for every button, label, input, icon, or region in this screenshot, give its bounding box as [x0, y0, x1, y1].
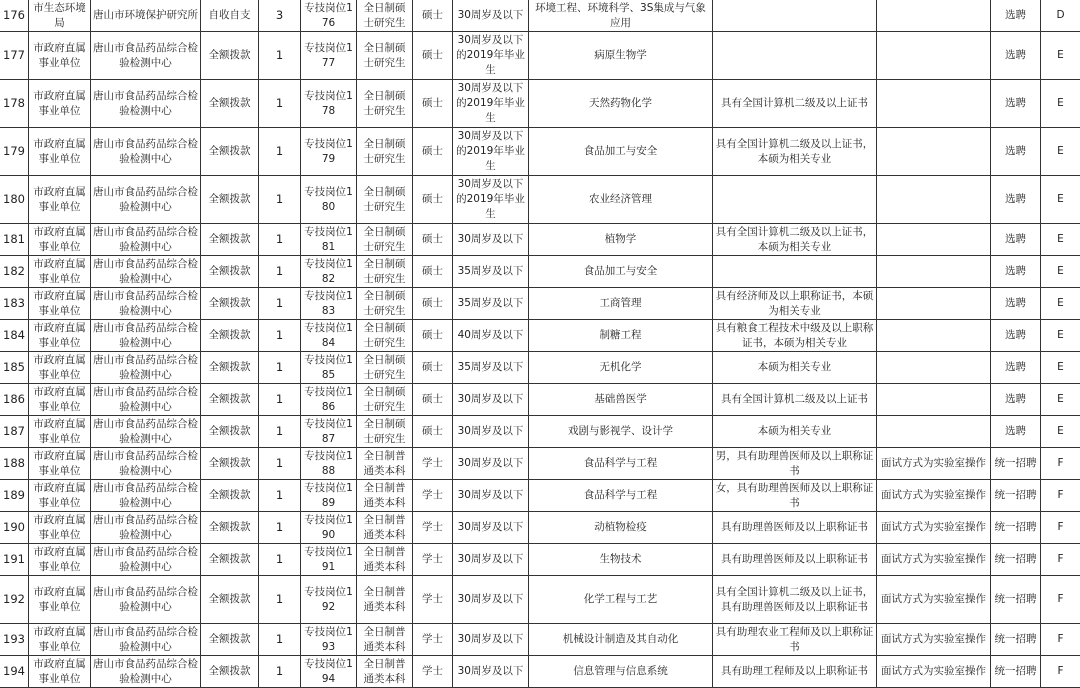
- headcount-cell: 1: [259, 512, 301, 544]
- headcount-cell: 1: [259, 352, 301, 384]
- education-cell: 全日制普通类本科: [357, 576, 413, 624]
- other-requirements-cell: 本硕为相关专业: [713, 416, 877, 448]
- department-cell: 市政府直属事业单位: [29, 480, 91, 512]
- education-cell: 全日制硕士研究生: [357, 320, 413, 352]
- position-name-cell: 专技岗位187: [301, 416, 357, 448]
- department-cell: 市政府直属事业单位: [29, 512, 91, 544]
- position-number-cell: 178: [0, 80, 29, 128]
- unit-name-cell: 唐山市食品药品综合检验检测中心: [91, 656, 201, 688]
- degree-cell: 硕士: [413, 384, 453, 416]
- unit-name-cell: 唐山市食品药品综合检验检测中心: [91, 224, 201, 256]
- age-requirement-cell: 30周岁及以下: [453, 512, 529, 544]
- other-requirements-cell: 具有助理工程师及以上职称证书: [713, 656, 877, 688]
- major-cell: 农业经济管理: [529, 176, 713, 224]
- education-cell: 全日制普通类本科: [357, 448, 413, 480]
- funding-type-cell: 全额拨款: [201, 656, 259, 688]
- unit-name-cell: 唐山市食品药品综合检验检测中心: [91, 128, 201, 176]
- funding-type-cell: 自收自支: [201, 0, 259, 32]
- table-row: [0, 624, 1080, 656]
- notes-cell: 面试方式为实验室操作: [877, 480, 991, 512]
- department-cell: 市政府直属事业单位: [29, 576, 91, 624]
- other-requirements-cell: 男，具有助理兽医师及以上职称证书: [713, 448, 877, 480]
- degree-cell: 学士: [413, 624, 453, 656]
- position-name-cell: 专技岗位192: [301, 576, 357, 624]
- position-number-cell: 189: [0, 480, 29, 512]
- recruitment-method-cell: 选聘: [991, 416, 1041, 448]
- category-cell: E: [1041, 256, 1080, 288]
- education-cell: 全日制硕士研究生: [357, 32, 413, 80]
- major-cell: 植物学: [529, 224, 713, 256]
- headcount-cell: 3: [259, 0, 301, 32]
- education-cell: 全日制普通类本科: [357, 480, 413, 512]
- education-cell: 全日制硕士研究生: [357, 0, 413, 32]
- major-cell: 信息管理与信息系统: [529, 656, 713, 688]
- other-requirements-cell: [713, 0, 877, 32]
- position-name-cell: 专技岗位193: [301, 624, 357, 656]
- headcount-cell: 1: [259, 416, 301, 448]
- category-cell: F: [1041, 448, 1080, 480]
- category-cell: E: [1041, 288, 1080, 320]
- recruitment-method-cell: 选聘: [991, 384, 1041, 416]
- position-number-cell: 182: [0, 256, 29, 288]
- headcount-cell: 1: [259, 256, 301, 288]
- position-number-cell: 194: [0, 656, 29, 688]
- major-cell: 食品科学与工程: [529, 448, 713, 480]
- education-cell: 全日制硕士研究生: [357, 416, 413, 448]
- age-requirement-cell: 30周岁及以下: [453, 416, 529, 448]
- department-cell: 市生态环境局: [29, 0, 91, 32]
- position-name-cell: 专技岗位194: [301, 656, 357, 688]
- other-requirements-cell: 具有助理农业工程师及以上职称证书: [713, 624, 877, 656]
- headcount-cell: 1: [259, 80, 301, 128]
- table-row: [0, 80, 1080, 128]
- unit-name-cell: 唐山市食品药品综合检验检测中心: [91, 512, 201, 544]
- recruitment-method-cell: 统一招聘: [991, 624, 1041, 656]
- headcount-cell: 1: [259, 480, 301, 512]
- other-requirements-cell: 具有全国计算机二级及以上证书，具有助理兽医师及以上职称证书: [713, 576, 877, 624]
- unit-name-cell: 唐山市食品药品综合检验检测中心: [91, 80, 201, 128]
- headcount-cell: 1: [259, 32, 301, 80]
- education-cell: 全日制普通类本科: [357, 512, 413, 544]
- position-number-cell: 181: [0, 224, 29, 256]
- other-requirements-cell: [713, 256, 877, 288]
- notes-cell: [877, 0, 991, 32]
- department-cell: 市政府直属事业单位: [29, 448, 91, 480]
- funding-type-cell: 全额拨款: [201, 512, 259, 544]
- notes-cell: 面试方式为实验室操作: [877, 624, 991, 656]
- category-cell: E: [1041, 176, 1080, 224]
- table-row: [0, 0, 1080, 32]
- category-cell: F: [1041, 480, 1080, 512]
- recruitment-method-cell: 选聘: [991, 128, 1041, 176]
- degree-cell: 硕士: [413, 352, 453, 384]
- age-requirement-cell: 30周岁及以下: [453, 624, 529, 656]
- unit-name-cell: 唐山市食品药品综合检验检测中心: [91, 448, 201, 480]
- other-requirements-cell: 具有全国计算机二级及以上证书，本硕为相关专业: [713, 128, 877, 176]
- category-cell: F: [1041, 512, 1080, 544]
- table-row: [0, 288, 1080, 320]
- degree-cell: 学士: [413, 480, 453, 512]
- major-cell: 食品加工与安全: [529, 128, 713, 176]
- recruitment-method-cell: 选聘: [991, 32, 1041, 80]
- recruitment-method-cell: 选聘: [991, 352, 1041, 384]
- department-cell: 市政府直属事业单位: [29, 416, 91, 448]
- funding-type-cell: 全额拨款: [201, 480, 259, 512]
- age-requirement-cell: 30周岁及以下的2019年毕业生: [453, 128, 529, 176]
- table-row: [0, 448, 1080, 480]
- other-requirements-cell: 本硕为相关专业: [713, 352, 877, 384]
- recruitment-method-cell: 统一招聘: [991, 448, 1041, 480]
- headcount-cell: 1: [259, 288, 301, 320]
- funding-type-cell: 全额拨款: [201, 384, 259, 416]
- notes-cell: [877, 416, 991, 448]
- position-name-cell: 专技岗位184: [301, 320, 357, 352]
- other-requirements-cell: 具有粮食工程技术中级及以上职称证书，本硕为相关专业: [713, 320, 877, 352]
- position-name-cell: 专技岗位186: [301, 384, 357, 416]
- position-name-cell: 专技岗位178: [301, 80, 357, 128]
- major-cell: 食品科学与工程: [529, 480, 713, 512]
- table-row: [0, 384, 1080, 416]
- headcount-cell: 1: [259, 128, 301, 176]
- unit-name-cell: 唐山市食品药品综合检验检测中心: [91, 624, 201, 656]
- funding-type-cell: 全额拨款: [201, 320, 259, 352]
- funding-type-cell: 全额拨款: [201, 624, 259, 656]
- degree-cell: 硕士: [413, 320, 453, 352]
- position-number-cell: 193: [0, 624, 29, 656]
- other-requirements-cell: 具有全国计算机二级及以上证书: [713, 384, 877, 416]
- position-name-cell: 专技岗位182: [301, 256, 357, 288]
- category-cell: F: [1041, 624, 1080, 656]
- recruitment-method-cell: 选聘: [991, 256, 1041, 288]
- recruitment-method-cell: 选聘: [991, 80, 1041, 128]
- department-cell: 市政府直属事业单位: [29, 80, 91, 128]
- table-row: [0, 176, 1080, 224]
- other-requirements-cell: 具有助理兽医师及以上职称证书: [713, 512, 877, 544]
- funding-type-cell: 全额拨款: [201, 80, 259, 128]
- notes-cell: [877, 288, 991, 320]
- category-cell: E: [1041, 128, 1080, 176]
- notes-cell: [877, 352, 991, 384]
- position-name-cell: 专技岗位177: [301, 32, 357, 80]
- degree-cell: 硕士: [413, 256, 453, 288]
- position-number-cell: 191: [0, 544, 29, 576]
- education-cell: 全日制硕士研究生: [357, 256, 413, 288]
- degree-cell: 硕士: [413, 80, 453, 128]
- position-number-cell: 177: [0, 32, 29, 80]
- notes-cell: [877, 224, 991, 256]
- position-name-cell: 专技岗位176: [301, 0, 357, 32]
- notes-cell: [877, 128, 991, 176]
- unit-name-cell: 唐山市食品药品综合检验检测中心: [91, 352, 201, 384]
- position-name-cell: 专技岗位189: [301, 480, 357, 512]
- category-cell: F: [1041, 576, 1080, 624]
- recruitment-method-cell: 统一招聘: [991, 512, 1041, 544]
- recruitment-method-cell: 统一招聘: [991, 480, 1041, 512]
- other-requirements-cell: 具有经济师及以上职称证书，本硕为相关专业: [713, 288, 877, 320]
- recruitment-method-cell: 统一招聘: [991, 576, 1041, 624]
- recruitment-method-cell: 选聘: [991, 0, 1041, 32]
- unit-name-cell: 唐山市食品药品综合检验检测中心: [91, 288, 201, 320]
- age-requirement-cell: 30周岁及以下的2019年毕业生: [453, 176, 529, 224]
- major-cell: 动植物检疫: [529, 512, 713, 544]
- other-requirements-cell: [713, 176, 877, 224]
- degree-cell: 学士: [413, 448, 453, 480]
- department-cell: 市政府直属事业单位: [29, 176, 91, 224]
- age-requirement-cell: 30周岁及以下: [453, 384, 529, 416]
- unit-name-cell: 唐山市食品药品综合检验检测中心: [91, 256, 201, 288]
- table-row: [0, 32, 1080, 80]
- age-requirement-cell: 35周岁及以下: [453, 288, 529, 320]
- age-requirement-cell: 40周岁及以下: [453, 320, 529, 352]
- department-cell: 市政府直属事业单位: [29, 544, 91, 576]
- headcount-cell: 1: [259, 176, 301, 224]
- table-row: [0, 128, 1080, 176]
- degree-cell: 硕士: [413, 0, 453, 32]
- category-cell: E: [1041, 80, 1080, 128]
- category-cell: F: [1041, 544, 1080, 576]
- age-requirement-cell: 30周岁及以下: [453, 480, 529, 512]
- education-cell: 全日制硕士研究生: [357, 176, 413, 224]
- major-cell: 基础兽医学: [529, 384, 713, 416]
- funding-type-cell: 全额拨款: [201, 448, 259, 480]
- other-requirements-cell: 具有助理兽医师及以上职称证书: [713, 544, 877, 576]
- recruitment-method-cell: 选聘: [991, 224, 1041, 256]
- unit-name-cell: 唐山市食品药品综合检验检测中心: [91, 480, 201, 512]
- funding-type-cell: 全额拨款: [201, 576, 259, 624]
- position-number-cell: 183: [0, 288, 29, 320]
- headcount-cell: 1: [259, 576, 301, 624]
- major-cell: 无机化学: [529, 352, 713, 384]
- position-number-cell: 192: [0, 576, 29, 624]
- category-cell: E: [1041, 32, 1080, 80]
- department-cell: 市政府直属事业单位: [29, 32, 91, 80]
- department-cell: 市政府直属事业单位: [29, 384, 91, 416]
- table-row: [0, 352, 1080, 384]
- unit-name-cell: 唐山市食品药品综合检验检测中心: [91, 384, 201, 416]
- category-cell: D: [1041, 0, 1080, 32]
- age-requirement-cell: 30周岁及以下的2019年毕业生: [453, 80, 529, 128]
- age-requirement-cell: 30周岁及以下: [453, 448, 529, 480]
- notes-cell: [877, 320, 991, 352]
- education-cell: 全日制普通类本科: [357, 624, 413, 656]
- funding-type-cell: 全额拨款: [201, 288, 259, 320]
- notes-cell: 面试方式为实验室操作: [877, 656, 991, 688]
- headcount-cell: 1: [259, 544, 301, 576]
- degree-cell: 硕士: [413, 416, 453, 448]
- position-number-cell: 180: [0, 176, 29, 224]
- major-cell: 生物技术: [529, 544, 713, 576]
- position-name-cell: 专技岗位190: [301, 512, 357, 544]
- major-cell: 化学工程与工艺: [529, 576, 713, 624]
- major-cell: 机械设计制造及其自动化: [529, 624, 713, 656]
- headcount-cell: 1: [259, 624, 301, 656]
- major-cell: 制糖工程: [529, 320, 713, 352]
- other-requirements-cell: [713, 32, 877, 80]
- table-row: [0, 656, 1080, 688]
- degree-cell: 学士: [413, 512, 453, 544]
- major-cell: 病原生物学: [529, 32, 713, 80]
- department-cell: 市政府直属事业单位: [29, 624, 91, 656]
- category-cell: E: [1041, 224, 1080, 256]
- table-row: [0, 576, 1080, 624]
- position-name-cell: 专技岗位179: [301, 128, 357, 176]
- education-cell: 全日制普通类本科: [357, 656, 413, 688]
- degree-cell: 学士: [413, 656, 453, 688]
- unit-name-cell: 唐山市食品药品综合检验检测中心: [91, 32, 201, 80]
- education-cell: 全日制普通类本科: [357, 544, 413, 576]
- category-cell: E: [1041, 416, 1080, 448]
- position-number-cell: 186: [0, 384, 29, 416]
- department-cell: 市政府直属事业单位: [29, 656, 91, 688]
- major-cell: 戏剧与影视学、设计学: [529, 416, 713, 448]
- headcount-cell: 1: [259, 384, 301, 416]
- education-cell: 全日制硕士研究生: [357, 224, 413, 256]
- age-requirement-cell: 30周岁及以下: [453, 224, 529, 256]
- unit-name-cell: 唐山市食品药品综合检验检测中心: [91, 320, 201, 352]
- degree-cell: 硕士: [413, 288, 453, 320]
- department-cell: 市政府直属事业单位: [29, 320, 91, 352]
- notes-cell: [877, 80, 991, 128]
- position-name-cell: 专技岗位180: [301, 176, 357, 224]
- funding-type-cell: 全额拨款: [201, 128, 259, 176]
- age-requirement-cell: 30周岁及以下: [453, 656, 529, 688]
- headcount-cell: 1: [259, 224, 301, 256]
- funding-type-cell: 全额拨款: [201, 544, 259, 576]
- degree-cell: 硕士: [413, 128, 453, 176]
- position-name-cell: 专技岗位188: [301, 448, 357, 480]
- unit-name-cell: 唐山市食品药品综合检验检测中心: [91, 416, 201, 448]
- unit-name-cell: 唐山市环境保护研究所: [91, 0, 201, 32]
- recruitment-method-cell: 统一招聘: [991, 656, 1041, 688]
- position-number-cell: 179: [0, 128, 29, 176]
- funding-type-cell: 全额拨款: [201, 224, 259, 256]
- age-requirement-cell: 30周岁及以下的2019年毕业生: [453, 32, 529, 80]
- other-requirements-cell: 女，具有助理兽医师及以上职称证书: [713, 480, 877, 512]
- position-name-cell: 专技岗位185: [301, 352, 357, 384]
- headcount-cell: 1: [259, 656, 301, 688]
- headcount-cell: 1: [259, 448, 301, 480]
- department-cell: 市政府直属事业单位: [29, 256, 91, 288]
- department-cell: 市政府直属事业单位: [29, 128, 91, 176]
- major-cell: 食品加工与安全: [529, 256, 713, 288]
- education-cell: 全日制硕士研究生: [357, 128, 413, 176]
- category-cell: E: [1041, 320, 1080, 352]
- education-cell: 全日制硕士研究生: [357, 80, 413, 128]
- table-row: [0, 544, 1080, 576]
- age-requirement-cell: 30周岁及以下: [453, 0, 529, 32]
- position-name-cell: 专技岗位181: [301, 224, 357, 256]
- table-row: [0, 224, 1080, 256]
- age-requirement-cell: 35周岁及以下: [453, 352, 529, 384]
- funding-type-cell: 全额拨款: [201, 352, 259, 384]
- notes-cell: 面试方式为实验室操作: [877, 448, 991, 480]
- recruitment-method-cell: 选聘: [991, 288, 1041, 320]
- position-number-cell: 188: [0, 448, 29, 480]
- position-number-cell: 187: [0, 416, 29, 448]
- notes-cell: [877, 384, 991, 416]
- age-requirement-cell: 30周岁及以下: [453, 576, 529, 624]
- position-number-cell: 190: [0, 512, 29, 544]
- department-cell: 市政府直属事业单位: [29, 288, 91, 320]
- degree-cell: 学士: [413, 544, 453, 576]
- major-cell: 天然药物化学: [529, 80, 713, 128]
- degree-cell: 硕士: [413, 32, 453, 80]
- notes-cell: [877, 256, 991, 288]
- position-number-cell: 176: [0, 0, 29, 32]
- table-row: [0, 320, 1080, 352]
- funding-type-cell: 全额拨款: [201, 32, 259, 80]
- table-row: [0, 416, 1080, 448]
- table-row: [0, 256, 1080, 288]
- table-row: [0, 480, 1080, 512]
- recruitment-method-cell: 选聘: [991, 176, 1041, 224]
- age-requirement-cell: 35周岁及以下: [453, 256, 529, 288]
- position-number-cell: 185: [0, 352, 29, 384]
- major-cell: 环境工程、环境科学、3S集成与气象应用: [529, 0, 713, 32]
- notes-cell: [877, 176, 991, 224]
- degree-cell: 学士: [413, 576, 453, 624]
- notes-cell: 面试方式为实验室操作: [877, 512, 991, 544]
- education-cell: 全日制硕士研究生: [357, 384, 413, 416]
- degree-cell: 硕士: [413, 176, 453, 224]
- position-number-cell: 184: [0, 320, 29, 352]
- category-cell: E: [1041, 384, 1080, 416]
- notes-cell: [877, 32, 991, 80]
- age-requirement-cell: 30周岁及以下: [453, 544, 529, 576]
- category-cell: E: [1041, 352, 1080, 384]
- department-cell: 市政府直属事业单位: [29, 224, 91, 256]
- other-requirements-cell: 具有全国计算机二级及以上证书: [713, 80, 877, 128]
- other-requirements-cell: 具有全国计算机二级及以上证书，本硕为相关专业: [713, 224, 877, 256]
- table-row: [0, 512, 1080, 544]
- position-name-cell: 专技岗位183: [301, 288, 357, 320]
- notes-cell: 面试方式为实验室操作: [877, 544, 991, 576]
- headcount-cell: 1: [259, 320, 301, 352]
- position-name-cell: 专技岗位191: [301, 544, 357, 576]
- department-cell: 市政府直属事业单位: [29, 352, 91, 384]
- unit-name-cell: 唐山市食品药品综合检验检测中心: [91, 176, 201, 224]
- notes-cell: 面试方式为实验室操作: [877, 576, 991, 624]
- unit-name-cell: 唐山市食品药品综合检验检测中心: [91, 576, 201, 624]
- degree-cell: 硕士: [413, 224, 453, 256]
- recruitment-method-cell: 选聘: [991, 320, 1041, 352]
- funding-type-cell: 全额拨款: [201, 416, 259, 448]
- unit-name-cell: 唐山市食品药品综合检验检测中心: [91, 544, 201, 576]
- category-cell: F: [1041, 656, 1080, 688]
- funding-type-cell: 全额拨款: [201, 256, 259, 288]
- funding-type-cell: 全额拨款: [201, 176, 259, 224]
- education-cell: 全日制硕士研究生: [357, 352, 413, 384]
- recruitment-method-cell: 统一招聘: [991, 544, 1041, 576]
- major-cell: 工商管理: [529, 288, 713, 320]
- education-cell: 全日制硕士研究生: [357, 288, 413, 320]
